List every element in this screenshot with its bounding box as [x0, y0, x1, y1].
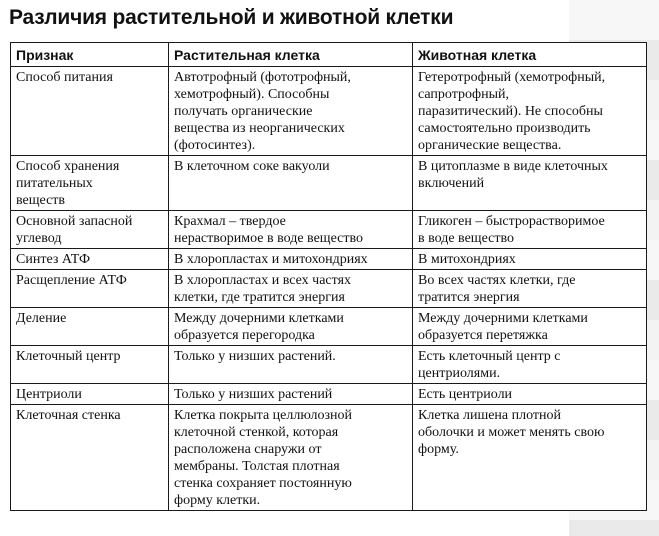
cell-text-line: паразитический). Не способны	[418, 104, 603, 119]
cell-text-line: Только у низших растений.	[174, 349, 336, 364]
cell-text-line: в воде вещество	[418, 231, 514, 246]
animal-cell	[413, 270, 647, 308]
cell-text-line: Клеточный центр	[16, 349, 121, 364]
page-title: Различия растительной и животной клетки	[9, 6, 454, 29]
feature-cell	[11, 156, 169, 211]
cell-text-line: Клеточная стенка	[16, 408, 121, 423]
table-row	[11, 270, 647, 308]
cell-text-line: стенка сохраняет постоянную	[174, 476, 352, 491]
comparison-table	[10, 42, 647, 511]
cell-text-line: Деление	[16, 311, 67, 326]
animal-cell	[413, 308, 647, 346]
table-row	[11, 67, 647, 156]
animal-cell	[413, 211, 647, 249]
cell-text-line: получать органические	[174, 104, 313, 119]
cell-text-line: Способ питания	[16, 70, 113, 85]
feature-cell	[11, 346, 169, 384]
animal-cell	[413, 156, 647, 211]
cell-text-line: расположена снаружи от	[174, 442, 322, 457]
cell-text-line: Основной запасной	[16, 214, 133, 229]
header-animal-cell: Животная клетка	[413, 43, 647, 67]
plant-cell	[169, 384, 413, 405]
cell-text-line: веществ	[16, 193, 66, 208]
cell-text-line: Центриоли	[16, 387, 82, 402]
cell-text-line: Гетеротрофный (хемотрофный,	[418, 70, 606, 85]
cell-text-line: органические вещества.	[418, 138, 562, 153]
table-header-row	[11, 43, 647, 67]
header-plant-cell: Растительная клетка	[169, 43, 413, 67]
feature-cell	[11, 308, 169, 346]
cell-text-line: Между дочерними клетками	[418, 311, 588, 326]
feature-cell	[11, 405, 169, 511]
table-row	[11, 211, 647, 249]
animal-cell	[413, 384, 647, 405]
feature-cell	[11, 211, 169, 249]
cell-text-line: Способ хранения	[16, 159, 120, 174]
cell-text-line: Есть центриоли	[418, 387, 513, 402]
animal-cell	[413, 346, 647, 384]
cell-text-line: В хлоропластах и всех частях	[174, 273, 352, 288]
cell-text-line: тратится энергия	[418, 290, 520, 305]
cell-text-line: углевод	[16, 231, 62, 246]
cell-text-line: Синтез АТФ	[16, 252, 91, 267]
feature-cell	[11, 249, 169, 270]
cell-text-line: В хлоропластах и митохондриях	[174, 252, 368, 267]
cell-text-line: Во всех частях клетки, где	[418, 273, 576, 288]
table-row	[11, 308, 647, 346]
plant-cell	[169, 249, 413, 270]
cell-text-line: Расщепление АТФ	[16, 273, 127, 288]
plant-cell	[169, 405, 413, 511]
cell-text-line: Автотрофный (фототрофный,	[174, 70, 351, 85]
table-row	[11, 249, 647, 270]
feature-cell	[11, 270, 169, 308]
plant-cell	[169, 346, 413, 384]
table-body	[11, 67, 647, 511]
cell-text-line: (фотосинтез).	[174, 138, 256, 153]
animal-cell	[413, 67, 647, 156]
table-row	[11, 384, 647, 405]
cell-text-line: клетки, где тратится энергия	[174, 290, 345, 305]
cell-text-line: Крахмал – твердое	[174, 214, 286, 229]
cell-text-line: включений	[418, 176, 485, 191]
cell-text-line: хемотрофный). Способны	[174, 87, 330, 102]
cell-text-line: сапротрофный,	[418, 87, 509, 102]
plant-cell	[169, 308, 413, 346]
cell-text-line: клеточной стенкой, которая	[174, 425, 339, 440]
table-row	[11, 346, 647, 384]
plant-cell	[169, 211, 413, 249]
cell-text-line: образуется перетяжка	[418, 328, 548, 343]
cell-text-line: оболочки и может менять свою	[418, 425, 605, 440]
cell-text-line: образуется перегородка	[174, 328, 315, 343]
cell-text-line: форму клетки.	[174, 493, 261, 508]
cell-text-line: вещества из неорганических	[174, 121, 345, 136]
cell-text-line: В митохондриях	[418, 252, 516, 267]
cell-text-line: мембраны. Толстая плотная	[174, 459, 340, 474]
table-row	[11, 405, 647, 511]
table-row	[11, 156, 647, 211]
cell-text-line: центриолями.	[418, 366, 501, 381]
feature-cell	[11, 384, 169, 405]
animal-cell	[413, 405, 647, 511]
cell-text-line: Есть клеточный центр с	[418, 349, 561, 364]
cell-text-line: В клеточном соке вакуоли	[174, 159, 330, 174]
feature-cell	[11, 67, 169, 156]
plant-cell	[169, 67, 413, 156]
cell-text-line: Между дочерними клетками	[174, 311, 344, 326]
cell-text-line: Клетка лишена плотной	[418, 408, 562, 423]
plant-cell	[169, 156, 413, 211]
cell-text-line: нерастворимое в воде вещество	[174, 231, 363, 246]
cell-text-line: Гликоген – быстрорастворимое	[418, 214, 605, 229]
animal-cell	[413, 249, 647, 270]
cell-text-line: Только у низших растений	[174, 387, 333, 402]
cell-text-line: самостоятельно производить	[418, 121, 591, 136]
plant-cell	[169, 270, 413, 308]
cell-text-line: форму.	[418, 442, 459, 457]
cell-text-line: В цитоплазме в виде клеточных	[418, 159, 608, 174]
cell-text-line: питательных	[16, 176, 93, 191]
cell-text-line: Клетка покрыта целлюлозной	[174, 408, 352, 423]
header-feature: Признак	[11, 43, 169, 67]
